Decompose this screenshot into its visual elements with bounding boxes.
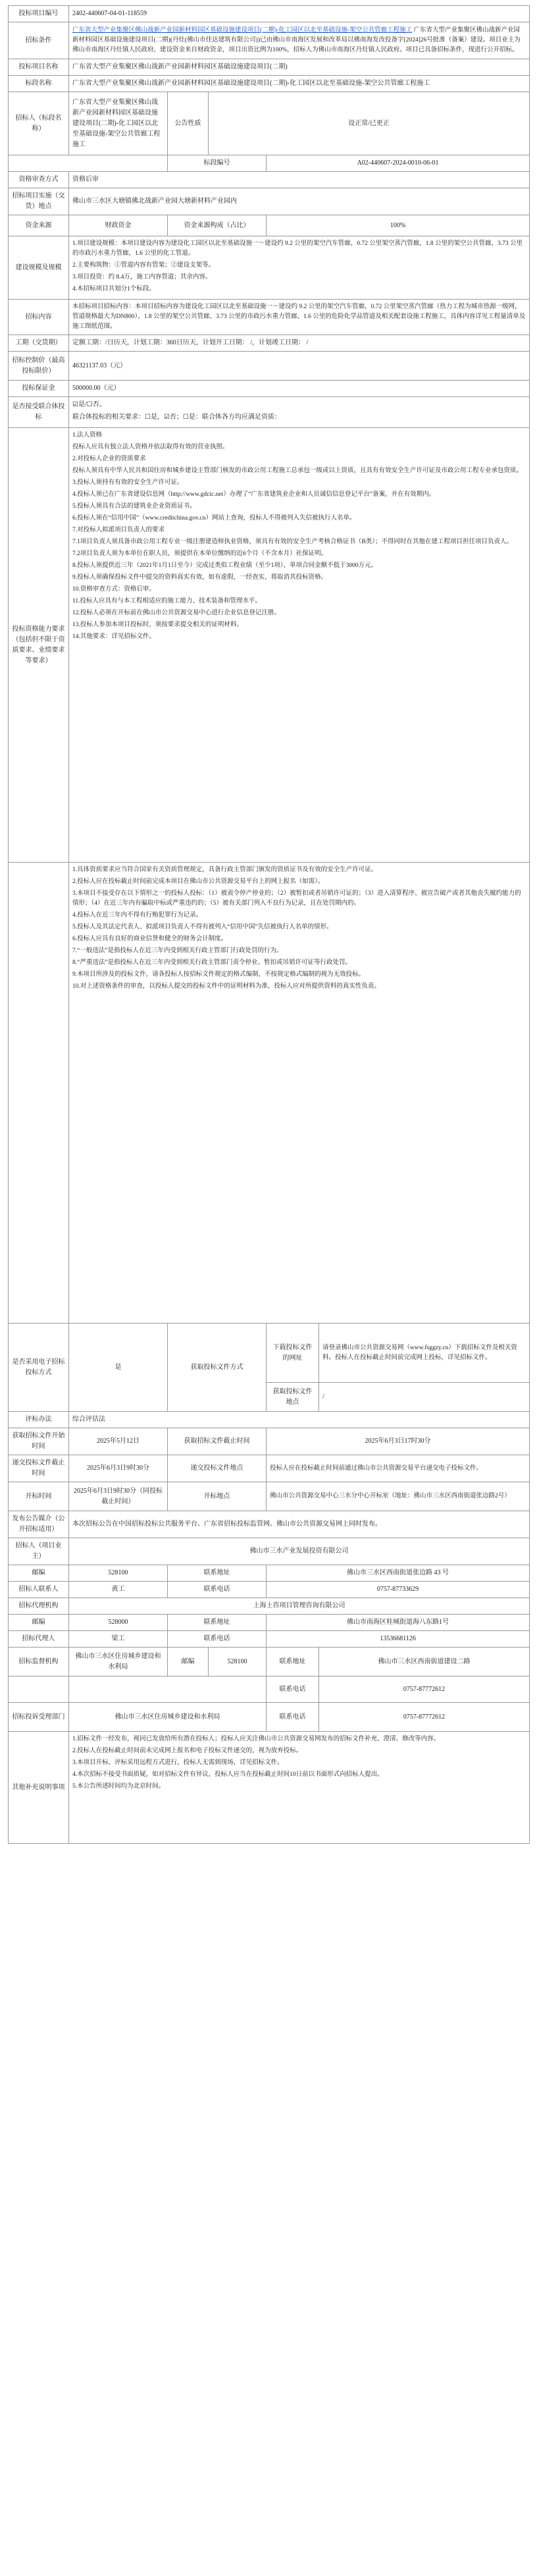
row-tenderer: [9, 1538, 530, 1565]
row-agency: [9, 1598, 530, 1615]
other-req-line: 5.投标人及其法定代表人、拟派项目负责人不得有被列入“信用中国”失信被执行人名单的情形。: [72, 924, 333, 930]
bidder-req-line: 7.2项目负责人须为本单位在职人员，须提供在本单位缴纳的近6个月（不含本月）社保证明。: [72, 550, 328, 557]
tender-notice: [8, 0, 529, 1852]
row-submit-deadline: [9, 1455, 530, 1482]
publish-media-label: 发布公告媒介（公开招标适用）: [9, 1511, 69, 1538]
price-cap-value: 46321137.03（元）: [69, 352, 530, 381]
other-req-line: 10.对上述资格条件的审查，以投标人提交的投标文件中的证明材料为准，投标人应对所提供资料的真实性负责。: [72, 983, 380, 990]
bidder-req-line: 2.对投标人企业的资质要求: [72, 456, 146, 462]
row-e-bid: [9, 1324, 530, 1383]
supervisor-addr-label: 联系地址: [267, 1648, 319, 1677]
bidder-req-line: 7.1项目负责人须具备市政公用工程专业一级注册建造师执业资格，须具有有效的安全生产考核合格证书（B类）；不得同时在其他在建工程项目担任项目负责人。: [72, 539, 513, 545]
eval-label: 评标办法: [9, 1412, 69, 1428]
notes-line: 5.本公告所述时间均为北京时间。: [72, 1783, 165, 1790]
tenderer-section-label: 招标人（标段名称）: [9, 92, 69, 155]
tenderer-phone-value: 0757-87733629: [267, 1582, 530, 1598]
bidder-req-line: 3.投标人须持有有效的安全生产许可证。: [72, 479, 184, 486]
other-req-line: 3.本项目不接受存在以下情形之一的投标人投标：（1）被责令停产停业的；（2）被暂扣或者吊销许可证的；（3）进入清算程序、被宣告破产或者其他丧失履约能力的情形；（4）在近三年内有骗取中标或严重违约的；（5）被有关部门列入不良行为记录，且在处罚期内的。: [72, 890, 521, 907]
row-agency-contact: [9, 1631, 530, 1648]
supervisor-label: 招标监督机构: [9, 1648, 69, 1677]
bidder-req-label: 投标资格能力要求（包括但不限于资质要求、业绩要求等要求）: [9, 428, 69, 863]
row-conditions: [9, 22, 530, 59]
funds-ratio-label: 资金来源构成（占比）: [168, 215, 267, 236]
agency-addr-value: 佛山市南海区桂城街道海八东路1号: [267, 1615, 530, 1631]
deposit-label: 投标保证金: [9, 381, 69, 397]
agency-phone-label: 联系电话: [168, 1631, 267, 1648]
notice-nature-label: 公告性质: [168, 92, 209, 155]
row-joint-bid: [9, 397, 530, 428]
section-no-label: 标段编号: [168, 155, 267, 172]
download-label: 下载投标文件的网址: [267, 1324, 319, 1383]
row-project-name: [9, 59, 530, 76]
tenderer-addr-label: 联系地址: [168, 1565, 267, 1582]
other-req-line: 9.本项目所涉及的投标文件，请各投标人按招标文件规定的格式编制，不按规定格式编制的视为无效投标。: [72, 971, 365, 978]
scope-line: 3.项目投资：约 8.4万，施工内容管道；其余内容。: [72, 274, 212, 281]
row-duration: [9, 335, 530, 352]
notes-line: 3.本项目开标、评标采用远程方式进行，投标人无需到现场，详见招标文件。: [72, 1759, 284, 1766]
conditions-highlight: 广东省大型产业集聚区佛山战新产业园新材料园区基础设施建设项目(二期)-化工园区以北至基础设施-架空公共管廊工程施工: [72, 27, 413, 34]
conditions-label: 招标条件: [9, 22, 69, 59]
tenderer-section-value: 广东省大型产业集聚区佛山战新产业园新材料园区基础设施建设项目(二期)-化工园区以北至基础设施-架空公共管廊工程施工: [69, 92, 168, 155]
row-agency-post: [9, 1615, 530, 1631]
row-eval: [9, 1412, 530, 1428]
tenderer-addr-value: 佛山市三水区西南街道张边路 43 号: [267, 1565, 530, 1582]
row-supervisor: [9, 1648, 530, 1677]
bidder-req-line: 5.投标人须具有合法的建筑业企业资质证书。: [72, 503, 196, 510]
duration-label: 工期（交货期）: [9, 335, 69, 352]
funds-label: 资金来源: [9, 215, 69, 236]
other-req-line: 8.“严重违法”是指投标人在近三年内受到相关行政主管部门责令停业、暂扣或吊销许可证等行政处罚。: [72, 959, 352, 966]
row-other-req: [9, 863, 530, 1324]
qualification-value: 资格后审: [69, 172, 530, 188]
e-bid-value: 是: [69, 1324, 168, 1412]
bidder-req-line: 14.其他要求：详见招标文件。: [72, 633, 155, 640]
e-bid-label: 是否采用电子招标投标方式: [9, 1324, 69, 1412]
tenderer-post-value: 528100: [69, 1565, 168, 1582]
bidder-req-line: 12.投标人必须在开标前在佛山市公共资源交易中心进行企业信息登记注册。: [72, 610, 280, 616]
download-value[interactable]: 请登录佛山市公共资源交易网（www.fsggzy.cn）下载招标文件及相关资料。投标人在投标截止时间前完成网上投标，详见招标文件。: [319, 1324, 530, 1383]
agency-phone-value: 13536681126: [267, 1631, 530, 1648]
tenderer-phone-label: 联系电话: [168, 1582, 267, 1598]
publish-media-value: 本次招标公告在中国招标投标公共服务平台、广东省招标投标监管网、佛山市公共资源交易网上同时发布。: [69, 1511, 530, 1538]
other-req-line: 6.投标人应具有良好的商业信誉和健全的财务会计制度。: [72, 936, 228, 942]
tenderer-label: 招标人（项目业主）: [9, 1538, 69, 1565]
row-content: [9, 300, 530, 335]
row-project-no: [9, 6, 530, 22]
fetch-start-value: 2025年5月12日: [69, 1428, 168, 1455]
joint-bid-line: 联合体投标的相关要求：☐是，☑否；☐是：联合体各方均应满足资质：: [72, 414, 281, 421]
tenderer-contact-label: 招标人联系人: [9, 1582, 69, 1598]
row-section-no: [9, 155, 530, 172]
scope-line: 2.主要构筑物：①管道内容有管架；②建设支架等。: [72, 262, 215, 269]
open-time-value: 2025年6月3日9时30分（同投标截止时间）: [69, 1482, 168, 1511]
duration-value: 定额工期：/日历天，计划工期：360日历天，计划开工日期： /，计划竣工日期： /: [69, 335, 530, 352]
agency-label: 招标代理机构: [9, 1598, 69, 1615]
tenderer-value: 佛山市三水产业发展投资有限公司: [69, 1538, 530, 1565]
complaint-label: 招标投诉受理部门: [9, 1703, 69, 1732]
complaint-phone-label: 联系电话: [267, 1703, 319, 1732]
other-req-label: [9, 863, 69, 1324]
other-req-line: 4.投标人在近三年内不得有行贿犯罪行为记录。: [72, 912, 203, 919]
scope-line: 1.项目建设规模：本项目建设内容为建设化工园区以北至基础设施一～建设约 9.2 公里的架空汽车管廊，0.72 公里架空蒸汽管廊，1.8 公里的架空公共管廊，3.73 公里的市政污水重力管廊，1.6 公里的化工管道。: [72, 240, 523, 257]
row-bidder-req: [9, 428, 530, 863]
bidder-req-line: 6.投标人须在“信用中国”（www.creditchina.gov.cn）网站上查询，投标人不得被列入失信被执行人名单。: [72, 515, 356, 522]
open-place-label: 开标地点: [168, 1482, 267, 1511]
agency-post-label: 邮编: [9, 1615, 69, 1631]
bidder-req-line: 9.投标人须确保投标文件中提交的资料真实有效，如有虚假，一经查实，将取消其投标资格。: [72, 574, 328, 581]
tender-notice-table: [8, 5, 530, 1844]
complaint-phone-value: 0757-87772612: [319, 1703, 530, 1732]
content-label: 招标内容: [9, 300, 69, 335]
row-tenderer-post: [9, 1565, 530, 1582]
bidder-req-line: 4.投标人须已在广东省建设信息网（http://www.gdcic.net）办理了“广东省建筑业企业和人员诚信信息登记平台”备案，并在有效期内。: [72, 491, 436, 498]
row-complaint: [9, 1703, 530, 1732]
project-name-label: 投标项目名称: [9, 59, 69, 76]
row-open-time: [9, 1482, 530, 1511]
bidder-req-line: 投标人应具有独立法人资格并依法取得有效的营业执照。: [72, 444, 229, 450]
row-tenderer-contact: [9, 1582, 530, 1598]
location-value: 佛山市三水区大塘镇佛北战新产业园大塘新材料产业园内: [69, 188, 530, 215]
row-scope: [9, 236, 530, 300]
supervisor-phone-label: 联系电话: [267, 1677, 319, 1703]
deposit-value: 500000.00（元）: [69, 381, 530, 397]
agency-contact-value: 梁工: [69, 1631, 168, 1648]
funds-ratio-value: 100%: [267, 215, 530, 236]
agency-value: 上海上咨项目管理咨询有限公司: [69, 1598, 530, 1615]
submit-deadline-value: 2025年6月3日9时30分: [69, 1455, 168, 1482]
other-req-line: 7.“一般违法”是指投标人在近三年内受到相关行政主管部门行政处罚的行为。: [72, 948, 283, 954]
agency-contact-label: 招标代理人: [9, 1631, 69, 1648]
supervisor-addr-value: 佛山市三水区西南街道建设二路: [319, 1648, 530, 1677]
open-place-value: 佛山市公共资源交易中心三水分中心开标室（地址：佛山市三水区西南街道张边路2号）: [267, 1482, 530, 1511]
fetch-start-label: 获取招标文件开始时间: [9, 1428, 69, 1455]
joint-bid-line: ☑是/☐否。: [72, 401, 106, 408]
scope-line: 4.本招标项目共划分1个标段。: [72, 286, 155, 292]
tenderer-contact-value: 黄工: [69, 1582, 168, 1598]
row-notes: [9, 1732, 530, 1844]
bidder-req-line: 投标人须具有中华人民共和国住房和城乡建设主管部门核发的市政公用工程施工总承包一级或以上资质，且具有有效安全生产许可证及市政公用工程专业承包资质。: [72, 468, 523, 474]
submit-deadline-label: 递交投标文件截止时间: [9, 1455, 69, 1482]
notes-line: 2.投标人在投标截止时间前未完成网上报名和电子投标文件递交的，视为放弃投标。: [72, 1748, 303, 1754]
tenderer-post-label: 邮编: [9, 1565, 69, 1582]
agency-addr-label: 联系地址: [168, 1615, 267, 1631]
submit-place-value: 投标人应在投标截止时间前通过佛山市公共资源交易平台递交电子投标文件。: [267, 1455, 530, 1482]
fetch-end-value: 2025年6月3日17时30分: [267, 1428, 530, 1455]
bidder-req-line: 11.投标人应具有与本工程相适应的施工能力、技术装备和管理水平。: [72, 598, 262, 604]
section-no-value: A02-440607-2024-0010-06-01: [267, 155, 530, 172]
notice-nature-value: 设正常/已更正: [209, 92, 530, 155]
bidder-req-line: 13.投标人参加本项目投标时，须按要求提交相关的证明材料。: [72, 622, 243, 628]
project-name-value: 广东省大型产业集聚区佛山战新产业园新材料园区基础设施建设项目(二期): [69, 59, 530, 76]
notes-line: 1.招标文件一经发布，视同已发放给所有潜在投标人；投标人应关注佛山市公共资源交易网发布的招标文件补充、澄清、修改等内容。: [72, 1736, 440, 1742]
project-no-label: 投标项目编号: [9, 6, 69, 22]
notes-line: 4.本次招标不接受书面质疑，如对招标文件有异议，投标人应当在投标截止时间10日前以书面形式向招标人提出。: [72, 1771, 384, 1778]
fetch-method-label: 获取投标文件方式: [168, 1324, 267, 1412]
row-supervisor-phone: [9, 1677, 530, 1703]
row-funds: [9, 215, 530, 236]
bidder-req-line: 7.对投标人拟派项目负责人的要求: [72, 527, 165, 533]
joint-bid-label: 是否接受联合体投标: [9, 397, 69, 428]
section-name-value: 广东省大型产业集聚区佛山战新产业园新材料园区基础设施建设项目(二期)-化工园区以北至基础设施-架空公共管廊工程施工: [69, 76, 530, 92]
price-cap-label: 招标控制价（最高投标限价）: [9, 352, 69, 381]
scope-label: 建设规模及规模: [9, 236, 69, 300]
conditions-text: 广东省大型产业集聚区佛山战新产业园新材料园区基础设施建设项目(二期)(丹灶(佛山市佳达建筑有限公司))已由佛山市南海区发展和改革局以佛南海发改投备字[2024]26号批准（备案）建设。项目业主为佛山市南海区丹灶镇人民政府，建设资金来自财政资金，项目出资比例为100%，招标人为佛山市南海区丹灶镇人民政府。项目已具备招标条件，现进行公开招标。: [72, 27, 521, 53]
notes-label: 其他补充说明事项: [9, 1732, 69, 1844]
bidder-req-line: 8.投标人须提供近三年（2021年1月1日至今）完成过类似工程业绩（至少1项），单项合同金额不低于3000万元。: [72, 562, 378, 569]
submit-place-label: 递交投标文件地点: [168, 1455, 267, 1482]
row-fetch-time: [9, 1428, 530, 1455]
bidder-req-line: 10.资格审查方式：资格后审。: [72, 586, 155, 593]
row-deposit: [9, 381, 530, 397]
row-location: [9, 188, 530, 215]
row-tenderer-section: [9, 92, 530, 155]
supervisor-post-value: 528100: [209, 1648, 267, 1677]
row-price-cap: [9, 352, 530, 381]
row-section-name: [9, 76, 530, 92]
row-publish-media: [9, 1511, 530, 1538]
agency-post-value: 528000: [69, 1615, 168, 1631]
eval-value: 综合评估法: [69, 1412, 530, 1428]
fetch-end-label: 获取招标文件截止时间: [168, 1428, 267, 1455]
location-label: 招标项目实施（交货）地点: [9, 188, 69, 215]
other-req-line: 1.具体资质要求应当符合国家有关资质管理规定，具备行政主管部门颁发的资质证书及有效的安全生产许可证。: [72, 867, 378, 873]
qualification-label: 资格审查方式: [9, 172, 69, 188]
other-req-line: 2.投标人应在投标截止时间前完成本项目在佛山市公共资源交易平台上的网上报名（如需）。: [72, 878, 324, 885]
funds-value: 财政资金: [69, 215, 168, 236]
supervisor-post-label: 邮编: [168, 1648, 209, 1677]
project-no-value: 2402-440607-04-01-118559: [69, 6, 530, 22]
row-qualification: [9, 172, 530, 188]
supervisor-phone-value: 0757-87772612: [319, 1677, 530, 1703]
complaint-value: 佛山市三水区住房城乡建设和水利局: [69, 1703, 267, 1732]
section-name-label: 标段名称: [9, 76, 69, 92]
fetch-place-value: /: [319, 1383, 530, 1412]
supervisor-value: 佛山市三水区住房城乡建设和水利局: [69, 1648, 168, 1677]
content-value: 本招标项目招标内容：本项目招标内容为建设化工园区以北至基础设施一～建设约 9.2 公里的架空汽车管廊，0.72 公里架空蒸汽管廊（热力工程为城市热源一级网，管道规格最大为DN800）、1.8 公里的架空公共管廊、3.73 公里的市政污水重力管廊、1.6 公里的危险化学品管道及相关配套设施工程施工，具体内容详见工程量清单及施工图纸范围。: [69, 300, 530, 335]
open-time-label: 开标时间: [9, 1482, 69, 1511]
bidder-req-line: 1.法人资格: [72, 432, 103, 439]
fetch-place-label: 获取投标文件地点: [267, 1383, 319, 1412]
